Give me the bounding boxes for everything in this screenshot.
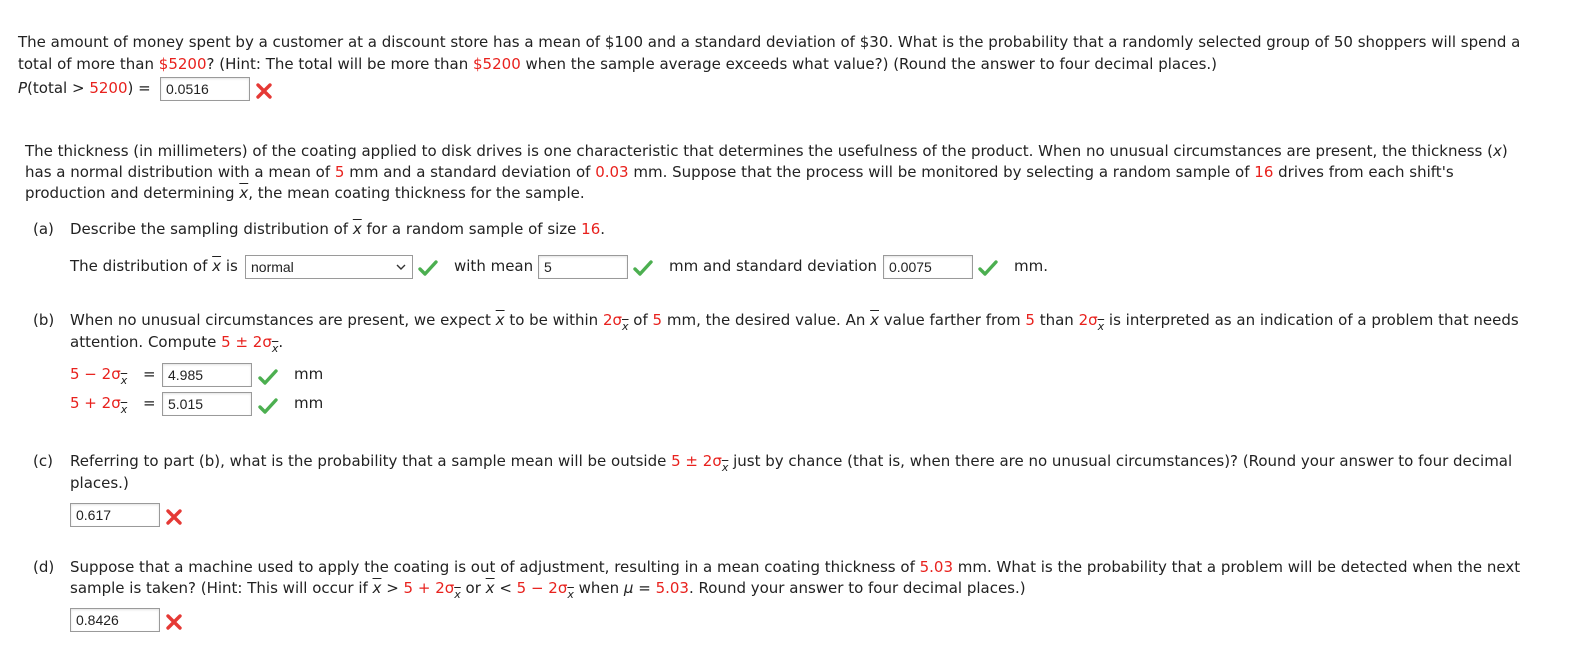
distribution-select-value: normal	[251, 259, 294, 275]
upper-expression: 5 + 2σ	[70, 394, 121, 412]
sd-value: 0.03	[595, 163, 629, 181]
sd-input[interactable]: 0.0075	[883, 255, 973, 279]
q1-label-value: 5200	[89, 79, 128, 97]
part-b-text: mm, the desired value. An	[662, 311, 871, 329]
part-b-text: than	[1034, 311, 1079, 329]
part-c-label: (c)	[33, 452, 53, 470]
part-d-text: when	[573, 579, 624, 597]
part-a-text: Describe the sampling distribution of	[70, 220, 353, 238]
q1-text: total of more than	[18, 55, 159, 73]
part-b-label: (b)	[33, 311, 55, 329]
prob-symbol: P	[18, 79, 28, 97]
part-b-text: When no unusual circumstances are present, we expect	[70, 311, 496, 329]
interval-expression: 5 ± 2σ	[221, 333, 272, 351]
q2-intro-line2	[25, 162, 1454, 183]
part-c-text: just by chance (that is, when there are no unusual circumstances)? (Round your answer to four decimal	[728, 452, 1513, 470]
mean-value: 5	[652, 311, 663, 329]
with-mean-label: with mean	[454, 257, 534, 275]
part-a-text: is	[221, 257, 238, 275]
part-d-text: <	[494, 579, 517, 597]
q2-intro-text: drives from each shift's	[1273, 163, 1454, 181]
q2-intro-text: , the mean coating thickness for the sample.	[248, 184, 585, 202]
part-d-line1	[70, 557, 1520, 578]
part-a-text: The distribution of	[70, 257, 213, 275]
part-d-text: . Round your answer to four decimal places.)	[688, 579, 1026, 597]
q2-intro-text: has a normal distribution with a mean of	[25, 163, 335, 181]
part-b-line2	[70, 332, 283, 354]
q2-intro-text: mm. Suppose that the process will be monitored by selecting a random sample of	[628, 163, 1255, 181]
part-d-label: (d)	[33, 558, 55, 576]
check-icon	[632, 257, 654, 279]
q1-text-line2	[18, 54, 1217, 75]
equals-sign: =	[143, 394, 156, 412]
part-d-answer-input[interactable]: 0.8426	[70, 608, 160, 632]
part-d-text: =	[633, 579, 656, 597]
q1-answer-input[interactable]: 0.0516	[160, 77, 250, 101]
two-sigma: 2σ	[1078, 311, 1098, 329]
mean-value: 5	[334, 163, 345, 181]
q1-total-value: $5200	[473, 55, 521, 73]
chevron-down-icon	[396, 260, 406, 274]
shifted-mean-value: 5.03	[919, 558, 954, 576]
part-a-label: (a)	[33, 220, 54, 238]
distribution-select[interactable]	[245, 255, 413, 279]
sd-label: mm and standard deviation	[669, 257, 878, 275]
q1-label-text: (total >	[27, 79, 90, 97]
check-icon	[977, 257, 999, 279]
unit-mm-label: mm.	[1014, 257, 1048, 275]
sigma-subscript: x	[120, 374, 128, 387]
upper-bound-label	[70, 393, 127, 415]
part-d-text: or	[460, 579, 486, 597]
lower-bound-label	[70, 364, 127, 386]
q2-intro-text: mm and a standard deviation of	[344, 163, 596, 181]
part-a-text: .	[600, 220, 606, 238]
part-b-text: of	[628, 311, 653, 329]
part-c-text: Referring to part (b), what is the probability that a sample mean will be outside	[70, 452, 672, 470]
var-xbar: $\overline{x}$	[239, 184, 249, 202]
part-b-text: value farther from	[879, 311, 1026, 329]
upper-bound-input[interactable]: 5.015	[162, 392, 252, 416]
sigma-subscript: x	[567, 588, 574, 601]
check-icon	[417, 257, 439, 279]
var-mu: μ	[623, 579, 634, 597]
q2-intro-line3	[25, 183, 585, 204]
lower-bound-input[interactable]: 4.985	[162, 363, 252, 387]
part-d-line2	[70, 578, 1026, 600]
sigma-subscript: x	[721, 461, 729, 474]
q2-intro-line1	[25, 141, 1508, 162]
cross-icon	[163, 506, 185, 528]
sample-size-value: 16	[1254, 163, 1274, 181]
part-d-text: sample is taken? (Hint: This will occur if	[70, 579, 373, 597]
cross-icon	[163, 611, 185, 633]
upper-expression: 5 + 2σ	[403, 579, 455, 597]
cross-icon	[253, 80, 275, 102]
part-b-text: is interpreted as an indication of a problem that needs	[1104, 311, 1519, 329]
part-a-question	[70, 219, 605, 240]
two-sigma: 2σ	[602, 311, 623, 329]
part-d-text: >	[381, 579, 404, 597]
part-c-answer-input[interactable]: 0.617	[70, 503, 160, 527]
part-b-line1	[70, 310, 1519, 332]
q2-intro-text: production and determining	[25, 184, 240, 202]
part-b-text: .	[278, 333, 284, 351]
q1-text: ? (Hint: The total will be more than	[206, 55, 474, 73]
part-c-line2: places.)	[70, 474, 129, 492]
q1-prob-label	[18, 78, 151, 99]
q1-text: when the sample average exceeds what value?) (Round the answer to four decimal places.)	[520, 55, 1218, 73]
var-xbar: $\overline{x}$	[870, 311, 880, 329]
sigma-subscript: x	[622, 320, 629, 333]
sigma-subscript: x	[454, 588, 461, 601]
q1-total-value: $5200	[158, 55, 207, 73]
sigma-subscript: x	[271, 342, 279, 355]
interval-expression: 5 ± 2σ	[671, 452, 722, 470]
q1-label-text: ) =	[127, 79, 151, 97]
lower-expression: 5 − 2σ	[516, 579, 568, 597]
unit-mm-label: mm	[294, 365, 324, 383]
q2-intro-text: The thickness (in millimeters) of the coating applied to disk drives is one characteristic that determines the usefulness of the product. When no unusual circumstances are present, the thickness (	[25, 142, 1493, 160]
var-xbar: $\overline{x}$	[352, 220, 362, 238]
check-icon	[257, 366, 279, 388]
part-d-text: mm. What is the probability that a problem will be detected when the next	[953, 558, 1521, 576]
shifted-mean-value: 5.03	[655, 579, 689, 597]
var-xbar: $\overline{x}$	[212, 257, 222, 275]
sample-size-value: 16	[581, 220, 601, 238]
mean-input[interactable]: 5	[538, 255, 628, 279]
var-xbar: $\overline{x}$	[495, 311, 505, 329]
part-c-line1	[70, 451, 1512, 473]
q1-text-line1: The amount of money spent by a customer at a discount store has a mean of $100 and a standard deviation of $30. What is the probability that a randomly selected group of 50 shoppers will spend a	[18, 33, 1521, 51]
part-a-dist-label	[70, 256, 238, 277]
var-xbar: $\overline{x}$	[372, 579, 382, 597]
q2-intro-text: )	[1501, 142, 1508, 160]
unit-mm-label: mm	[294, 394, 324, 412]
sigma-subscript: x	[120, 403, 128, 416]
part-b-text: attention. Compute	[70, 333, 222, 351]
part-d-text: Suppose that a machine used to apply the coating is out of adjustment, resulting in a mean coating thickness of	[70, 558, 920, 576]
sigma-subscript: x	[1097, 320, 1105, 333]
part-b-text: to be within	[504, 311, 603, 329]
mean-value: 5	[1025, 311, 1035, 329]
var-x: x	[1492, 142, 1502, 160]
var-xbar: $\overline{x}$	[485, 579, 495, 597]
equals-sign: =	[143, 365, 156, 383]
lower-expression: 5 − 2σ	[70, 365, 121, 383]
check-icon	[257, 395, 279, 417]
part-a-text: for a random sample of size	[361, 220, 582, 238]
